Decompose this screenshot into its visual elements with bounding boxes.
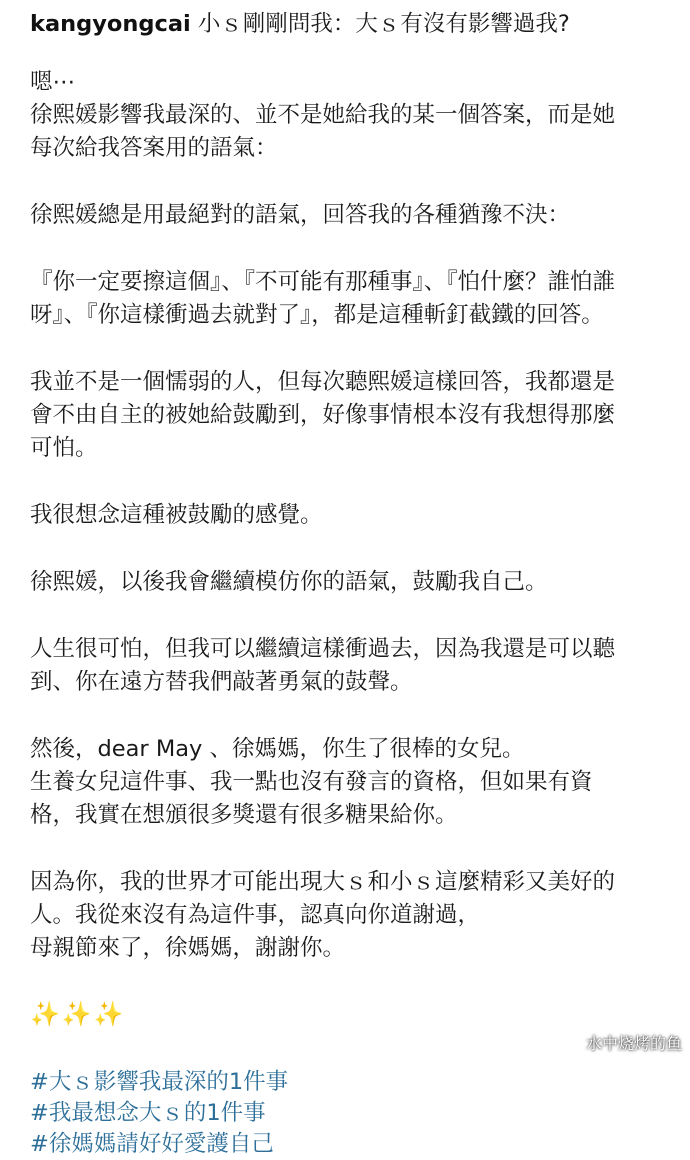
- caption-line: 生養女兒這件事、我一點也沒有發言的資格，但如果有資: [30, 769, 593, 795]
- hashtag-link[interactable]: #我最想念大ｓ的1件事: [30, 1100, 266, 1126]
- sparkles-emoji: ✨✨✨: [30, 1000, 126, 1028]
- caption-paragraph: [30, 66, 680, 165]
- caption-line: 『你一定要擦這個』、『不可能有那種事』、『怕什麼？誰怕誰: [30, 269, 616, 295]
- post-header-text: 小ｓ剛剛問我：大ｓ有沒有影響過我?: [190, 11, 570, 37]
- caption-line: 到、你在遠方替我們敲著勇氣的鼓聲。: [30, 669, 413, 695]
- caption-line: 我很想念這種被鼓勵的感覺。: [30, 502, 323, 528]
- caption-line: 徐熙媛總是用最絕對的語氣，回答我的各種猶豫不決：: [30, 202, 571, 228]
- caption-line: 徐熙媛影響我最深的、並不是她給我的某一個答案，而是她: [30, 102, 616, 128]
- caption-paragraph: [30, 866, 680, 965]
- caption-line: 呀』、『你這樣衝過去就對了』，都是這種斬釘截鐵的回答。: [30, 302, 604, 328]
- post-caption: [30, 66, 680, 965]
- caption-line: 人生很可怕，但我可以繼續這樣衝過去，因為我還是可以聽: [30, 636, 616, 662]
- caption-line: 因為你，我的世界才可能出現大ｓ和小ｓ這麼精彩又美好的: [30, 869, 616, 895]
- caption-line: 徐熙媛，以後我會繼續模仿你的語氣，鼓勵我自己。: [30, 569, 548, 595]
- caption-paragraph: [30, 366, 680, 465]
- caption-line: 可怕。: [30, 435, 98, 461]
- caption-line: 人。我從來沒有為這件事，認真向你道謝過，: [30, 902, 481, 928]
- caption-line: 嗯⋯: [30, 69, 76, 95]
- caption-paragraph: [30, 266, 680, 332]
- post-header: [30, 6, 680, 42]
- post: [30, 0, 680, 1160]
- caption-line: 會不由自主的被她給鼓勵到，好像事情根本沒有我想得那麼: [30, 402, 616, 428]
- caption-paragraph: [30, 733, 680, 832]
- caption-paragraph: [30, 199, 680, 232]
- caption-line: 每次給我答案用的語氣：: [30, 135, 278, 161]
- caption-paragraph: [30, 566, 680, 599]
- caption-line: 格，我實在想頒很多獎還有很多糖果給你。: [30, 802, 458, 828]
- hashtag-link[interactable]: #大ｓ影響我最深的1件事: [30, 1069, 289, 1095]
- hashtag-list: [30, 1067, 680, 1160]
- caption-line: 然後，dear May 、徐媽媽，你生了很棒的女兒。: [30, 736, 525, 762]
- username-link[interactable]: kangyongcai: [30, 11, 191, 37]
- caption-paragraph: [30, 499, 680, 532]
- hashtag-link[interactable]: #徐媽媽請好好愛護自己: [30, 1131, 274, 1157]
- caption-line: 母親節來了，徐媽媽，謝謝你。: [30, 935, 346, 961]
- caption-paragraph: [30, 633, 680, 699]
- caption-line: 我並不是一個懦弱的人，但每次聽熙媛這樣回答，我都還是: [30, 369, 616, 395]
- watermark: 水中烧烤的鱼: [585, 1034, 682, 1053]
